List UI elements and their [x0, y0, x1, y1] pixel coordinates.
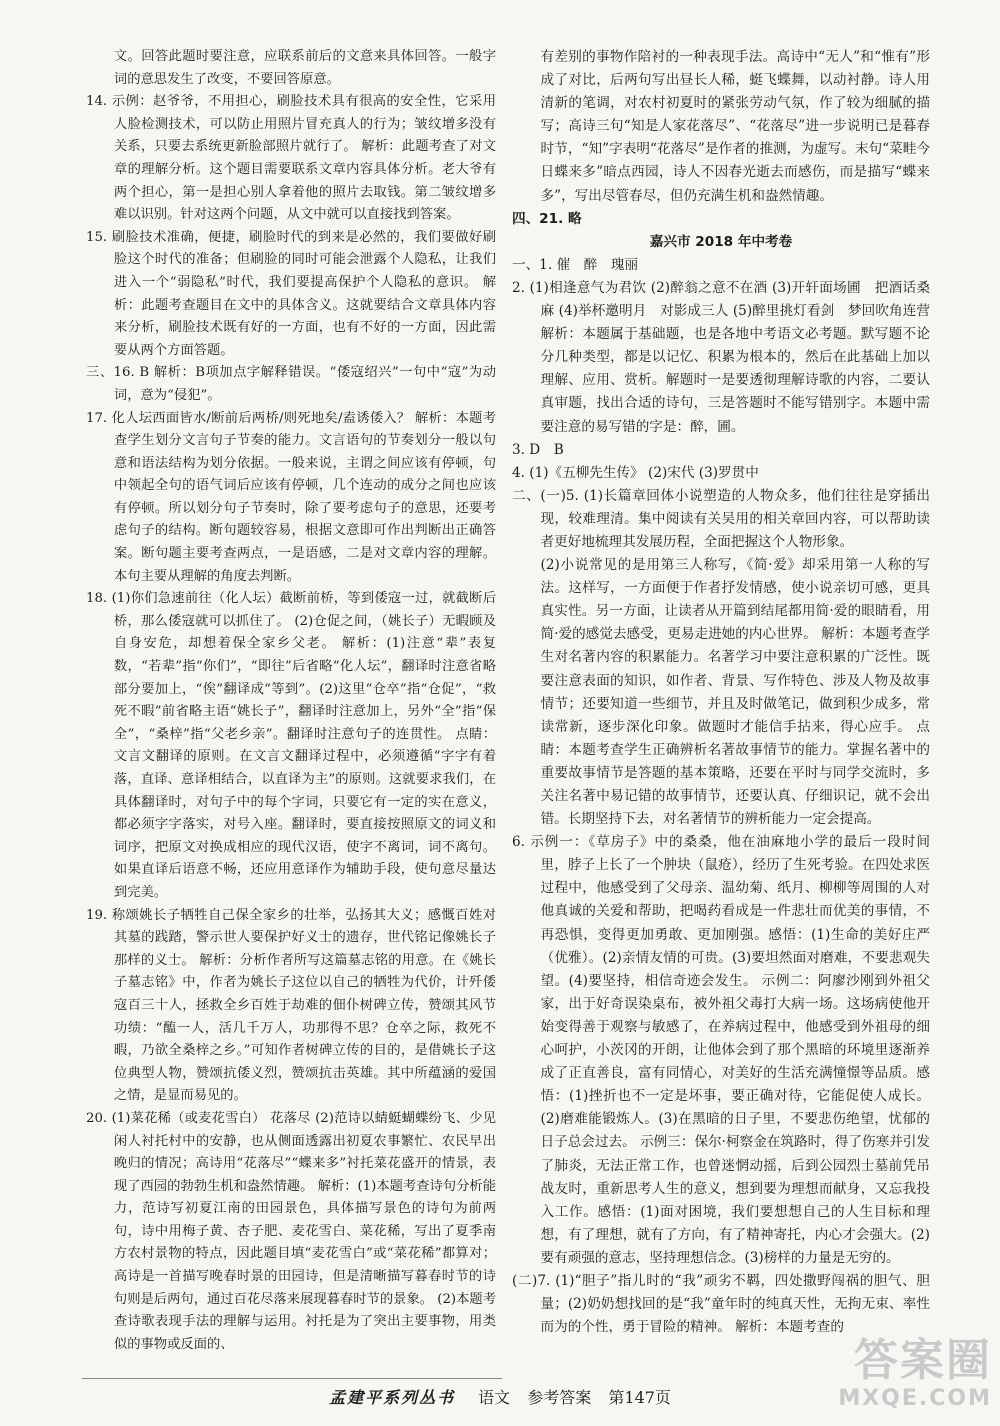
watermark-text-en: MXQE.COM [838, 1386, 992, 1411]
answer-6: 6. 示例一：《草房子》中的桑桑，他在油麻地小学的最后一段时间里，脖子上长了一个肿块（鼠疮），经历了生死考验。在四处求医过程中，他感受到了父母亲、温幼菊、纸月、柳柳等周围的人对他真诚的关爱和帮助，把喝药看成是一件悲壮而优美的事情，不再恐惧，变得更加勇敢、更加刚强。感悟：(1)生命的美好庄严（优雅）。(2)亲情友情的可贵。(3)要坦然面对磨难，不要悲观失望。(4)要坚持，相信奇迹会发生。 示例二：阿廖沙刚到外祖父家，出于好奇误染桌布，被外祖父毒打大病一场。这场病使他开始变得善于观察与敏感了，在养病过程中，他感受到外祖母的细心呵护，小茨冈的开朗，让他体会到了那个黑暗的环境里逐渐养成了正直善良，富有同情心，对美好的生活充满憧憬等品质。感悟：(1)挫折也不一定是坏事，要正确对待，它能促使人成长。(2)磨难能锻炼人。(3)在黑暗的日子里，不要悲伤绝望，忧郁的日子总会过去。 示例三：保尔·柯察金在筑路时，得了伤寒并引发了肺炎，无法正常工作，也曾迷惘动摇，后到公园烈士墓前凭吊战友时，重新思考人生的意义，想到要为理想而献身，又忘我投入工作。感悟：(1)面对困境，我们要想想自己的人生目标和理想，有了理想，就有了方向，有了精神寄托，内心才会强大。(2)要有顽强的意志，坚持理想信念。(3)榜样的力量是无穷的。 [512, 834, 930, 1266]
right-column [512, 46, 930, 1339]
answer-21: 四、21. 略 [512, 210, 582, 227]
answer-5-part1: 二、(一)5. (1)长篇章回体小说塑造的人物众多，他们往往是穿插出现，较难理清。集中阅读有关吴用的相关章回内容，可以帮助读者更好地梳理其发展历程，全面把握这个人物形象。 [512, 487, 930, 550]
answer-7: (二)7. (1)“胆子”指儿时的“我”顽劣不羁，四处撒野闯祸的胆气、胆量；(2)奶奶想找回的是“我”童年时的纯真天性，无拘无束、率性而为的个性，勇于冒险的精神。 解析：本题考查的 [512, 1272, 930, 1336]
page-number: 第147页 [608, 1388, 671, 1407]
section-title: 嘉兴市 2018 年中考卷 [649, 233, 793, 250]
watermark-text-cn: 答案圈 [854, 1335, 992, 1386]
answer-20-continuation: 有差别的事物作陪衬的一种表现手法。高诗中“无人”和“惟有”形成了对比，后两句写出昼长人稀，蜓飞蝶舞，以动衬静。诗人用清新的笔调，对农村初夏时的紧张劳动气氛，作了较为细腻的描写；高诗三句“知是人家花落尽”、“花落尽”进一步说明已是暮春时节，“知”字表明“花落尽”是作者的推测，为虚写。末句“菜畦今日蝶来多”暗点西园，诗人不因春光逝去而感伤，而是描写“蝶来多”，写出尽管春尽，但仍充满生机和盎然情趣。 [540, 49, 930, 204]
answer-14: 14. 示例：赵爷爷，不用担心，刷脸技术具有很高的安全性，它采用人脸检测技术，可以防止用照片冒充真人的行为；皱纹增多没有关系，只要去系统更新脸部照片就行了。 解析：此题考查了对文章的理解分析。这个题目需要联系文章内容具体分析。老大爷有两个担心，第一是担心别人拿着他的照片去取钱。第二皱纹增多难以识别。针对这两个问题，从文中就可以直接找到答案。 [86, 94, 496, 223]
answer-16: 三、16. B 解析：B项加点字解释错误。“倭寇绍兴”一句中“寇”为动词，意为“侵犯”。 [86, 365, 496, 403]
answer-4: 4. (1)《五柳先生传》 (2)宋代 (3)罗贯中 [512, 464, 759, 481]
answer-3: 3. D B [512, 441, 564, 458]
watermark-logo [832, 1336, 992, 1418]
section-label: 参考答案 [527, 1388, 592, 1407]
answer-20: 20. (1)菜花稀（或麦花雪白） 花落尽 (2)范诗以蜻蜓蝴蝶纷飞、少见闲人衬托村中的安静，也从侧面透露出初夏农事繁忙、农民早出晚归的情况；高诗用“花落尽”“蝶来多”衬托菜花盛开的情景，表现了西园的勃勃生机和盎然情趣。 解析：(1)本题考查诗句分析能力，范诗写初夏江南的田园景色，具体描写景色的诗句为前两句，诗中用梅子黄、杏子肥、麦花雪白、菜花稀，写出了夏季南方农村景物的特点，因此题目填“麦花雪白”或“菜花稀”都算对；高诗是一首描写晚春时景的田园诗，但是清晰描写暮春时节的诗句则是后两句，通过百花尽落来展现暮春时节的景象。 (2)本题考查诗歌表现手法的理解与运用。衬托是为了突出主要事物，用类似的事物或反面的、 [86, 1110, 496, 1352]
answer-5-part2: (2)小说常见的是用第三人称写，《简·爱》却采用第一人称的写法。这样写，一方面便于作者抒发情感，使小说亲切可感，更具真实性。另一方面，让读者从开篇到结尾都用简·爱的眼睛看，用简·爱的感觉去感受，更易走进她的内心世界。 解析：本题考查学生对名著内容的积累能力。名著学习中要注意积累的广泛性。既要注意表面的知识，如作者、背景、写作特色、涉及人物及故事情节；还要知道一些细节，并且及时做笔记，做到积少成多，常读常新，逐步深化印象。做题时才能信手拈来，得心应手。 点睛：本题考查学生正确辨析名著故事情节的能力。掌握名著中的重要故事情节是答题的基本策略，还要在平时与同学交流时，多关注名著中易记错的故事情节，还要认真、仔细识记，就不会出错。长期坚持下去，对名著情节的辨析能力一定会提高。 [540, 557, 930, 828]
left-column [86, 46, 496, 1356]
answer-continuation: 文。回答此题时要注意，应联系前后的文意来具体回答。一般字词的意思发生了改变，不要回答原意。 [113, 49, 496, 87]
answer-18: 18. (1)你们急速前往（化人坛）截断前桥，等到倭寇一过，就截断后桥，那么倭寇就可以抓住了。 (2)仓促之间，（姚长子）无暇顾及自身安危，却想着保全家乡父老。 解析：(1)注意“辈”表复数，“若辈”指“你们”，“即往”后省略“化人坛”，翻译时注意省略部分要加上，“俟”翻译成“等到”。(2)这里“仓卒”指“仓促”，“救死不暇”前省略主语“姚长子”，翻译时注意加上，另外“全”指“保全”，“桑梓”指“父老乡亲”。翻译时注意句子的连贯性。 点睛：文言文翻译的原则。在文言文翻译过程中，必须遵循“字字有着落，直译、意译相结合，以直译为主”的原则。这就要求我们，在具体翻译时，对句子中的每个字词，只要它有一定的实在意义，都必须字字落实，对号入座。翻译时，要直接按照原文的词义和词序，把原文对换成相应的现代汉语，使字不离词，词不离句。如果直译后语意不畅，还应用意译作为辅助手段，使句意尽量达到完美。 [86, 591, 496, 900]
answer-1: 一、1. 催 醉 瑰丽 [512, 256, 639, 273]
footer-rule [82, 1378, 502, 1379]
answer-19: 19. 称颂姚长子牺牲自己保全家乡的壮举，弘扬其大义；感慨百姓对其墓的践踏，警示世人要保护好义士的遗存，世代铭记像姚长子那样的义士。 解析：分析作者所写这篇墓志铭的用意。在《姚长子墓志铭》中，作者为姚长子这位以自己的牺牲为代价，计歼倭寇百三十人，拯救全乡百姓于劫难的佃仆树碑立传，赞颂其风节功绩：“醢一人，活几千万人，功那得不思？仓卒之际，救死不暇，乃欲全桑梓之乡。”可知作者树碑立传的目的，是借姚长子这位典型人物，赞颂抗倭义烈，赞颂抗击英雄。其中所蕴涵的爱国之情，是显而易见的。 [86, 907, 496, 1104]
answer-15: 15. 刷脸技术准确，便捷，刷脸时代的到来是必然的，我们要做好刷脸这个时代的准备；但刷脸的同时可能会泄露个人隐私，让我们进入一个“弱隐私”时代，我们要提高保护个人隐私的意识。 解析：此题考查题目在文中的具体含义。这就要结合文章具体内容来分析，刷脸技术既有好的一方面，也有不好的一方面，因此需要从两个方面答题。 [86, 229, 496, 358]
answer-2: 2. (1)相逢意气为君饮 (2)醉翁之意不在酒 (3)开轩面场圃 把酒话桑麻 (4)举杯邀明月 对影成三人 (5)醉里挑灯看剑 梦回吹角连营 解析：本题属于基础题，也是各地中考语文必考题。默写题不论分几种类型，都是以记忆、积累为根本的，然后在此基础上加以理解、应用、赏析。解题时一是要透彻理解诗歌的内容，二要认真审题，找出合适的诗句，三是答题时不能写错别字。本题中需要注意的易写错的字是：醉，圃。 [512, 279, 930, 435]
answer-17: 17. 化人坛西面皆水/断前后两桥/则死地矣/盍诱倭入？ 解析：本题考查学生划分文言句子节奏的能力。文言语句的节奏划分一般以句意和语法结构为划分依据。一般来说，主谓之间应该有停顿，句中领起全句的语气词后应该有停顿，几个连动的成分之间也应该有停顿。所以划分句子节奏时，除了要考虑句子的意思，还要考虑句子的结构。断句题较容易，根据文意即可作出判断出正确答案。断句题主要考查两点，一是语感，二是对文章内容的理解。本句主要从理解的角度去判断。 [86, 410, 496, 584]
subject-label: 语文 [478, 1388, 511, 1407]
series-name: 孟建平系列丛书 [329, 1388, 456, 1407]
